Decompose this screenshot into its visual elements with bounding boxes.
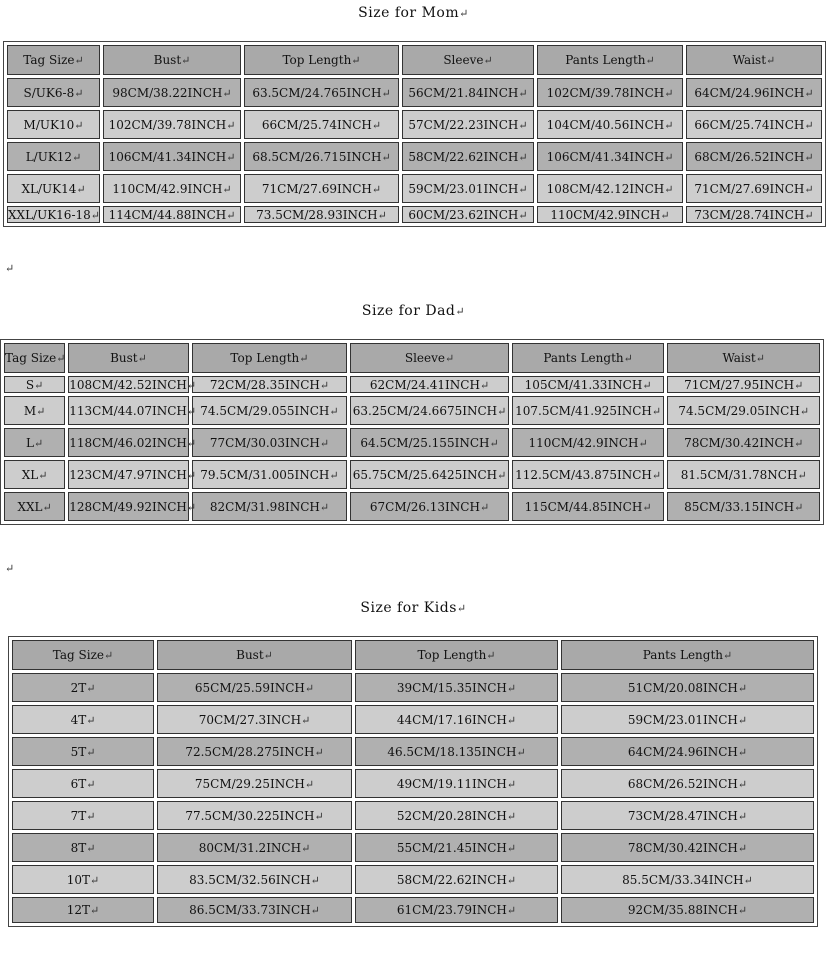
column-header: Tag Size↵ — [12, 640, 154, 670]
dad-title: Size for Dad↵ — [361, 303, 466, 319]
table-row — [4, 428, 820, 457]
measure-cell: 85CM/33.15INCH↵ — [667, 492, 820, 521]
measure-cell: 66CM/25.74INCH↵ — [686, 110, 822, 139]
measure-cell: 72.5CM/28.275INCH↵ — [157, 737, 352, 766]
measure-cell: 106CM/41.34INCH↵ — [103, 142, 241, 171]
measure-cell: 71CM/27.95INCH↵ — [667, 376, 820, 393]
measure-cell: 62CM/24.41INCH↵ — [350, 376, 509, 393]
measure-cell: 115CM/44.85INCH↵ — [512, 492, 665, 521]
measure-cell: 107.5CM/41.925INCH↵ — [512, 396, 665, 425]
measure-cell: 79.5CM/31.005INCH↵ — [192, 460, 348, 489]
column-header: Top Length↵ — [355, 640, 558, 670]
measure-cell: 63.25CM/24.6675INCH↵ — [350, 396, 509, 425]
measure-cell: 102CM/39.78INCH↵ — [537, 78, 683, 107]
measure-cell: 74.5CM/29.055INCH↵ — [192, 396, 348, 425]
measure-cell: 77CM/30.03INCH↵ — [192, 428, 348, 457]
measure-cell: 72CM/28.35INCH↵ — [192, 376, 348, 393]
paragraph-mark: ↵ — [5, 562, 15, 575]
measure-cell: 92CM/35.88INCH↵ — [561, 897, 814, 923]
measure-cell: 102CM/39.78INCH↵ — [103, 110, 241, 139]
column-header: Tag Size↵ — [7, 45, 100, 75]
measure-cell: 67CM/26.13INCH↵ — [350, 492, 509, 521]
measure-cell: 49CM/19.11INCH↵ — [355, 769, 558, 798]
measure-cell: 128CM/49.92INCH↵ — [68, 492, 188, 521]
measure-cell: 73CM/28.74INCH↵ — [686, 206, 822, 223]
measure-cell: 68.5CM/26.715INCH↵ — [244, 142, 399, 171]
measure-cell: 110CM/42.9INCH↵ — [512, 428, 665, 457]
measure-cell: 108CM/42.52INCH↵ — [69, 377, 197, 392]
measure-cell: 106CM/41.34INCH↵ — [537, 142, 683, 171]
measure-cell: 78CM/30.42INCH↵ — [561, 833, 814, 862]
tag-size-cell: 5T↵ — [12, 737, 154, 766]
table-row — [4, 396, 820, 425]
measure-cell: 65CM/25.59INCH↵ — [157, 673, 352, 702]
table-row — [12, 833, 814, 862]
column-header: Pants Length↵ — [561, 640, 814, 670]
table-row — [7, 78, 822, 107]
measure-cell: 46.5CM/18.135INCH↵ — [355, 737, 558, 766]
column-header: Bust↵ — [157, 640, 352, 670]
column-header: Top Length↵ — [244, 45, 399, 75]
measure-cell: 65.75CM/25.6425INCH↵ — [350, 460, 509, 489]
measure-cell: 85.5CM/33.34INCH↵ — [561, 865, 814, 894]
column-header: Tag Size↵ — [4, 343, 65, 373]
measure-cell: 83.5CM/32.56INCH↵ — [157, 865, 352, 894]
tag-size-cell: 4T↵ — [12, 705, 154, 734]
tag-size-cell: 8T↵ — [12, 833, 154, 862]
measure-cell: 113CM/44.07INCH↵ — [68, 396, 188, 425]
measure-cell: 73CM/28.47INCH↵ — [561, 801, 814, 830]
measure-cell: 86.5CM/33.73INCH↵ — [157, 897, 352, 923]
kids-title: Size for Kids↵ — [360, 600, 467, 616]
measure-cell: 61CM/23.79INCH↵ — [355, 897, 558, 923]
tag-size-cell: S/UK6-8↵ — [7, 78, 100, 107]
mom-size-table — [3, 41, 826, 227]
measure-cell: 108CM/42.12INCH↵ — [537, 174, 683, 203]
measure-cell: 68CM/26.52INCH↵ — [561, 769, 814, 798]
measure-cell: 77.5CM/30.225INCH↵ — [157, 801, 352, 830]
table-row — [4, 376, 820, 393]
measure-cell: 64CM/24.96INCH↵ — [686, 78, 822, 107]
tag-size-cell: L↵ — [4, 428, 65, 457]
tag-size-cell: L/UK12↵ — [7, 142, 100, 171]
measure-cell: 118CM/46.02INCH↵ — [68, 428, 188, 457]
measure-cell: 81.5CM/31.78NCH↵ — [667, 460, 820, 489]
measure-cell: 68CM/26.52INCH↵ — [686, 142, 822, 171]
measure-cell: 63.5CM/24.765INCH↵ — [244, 78, 399, 107]
tag-size-cell: XXL↵ — [4, 492, 65, 521]
measure-cell: 59CM/23.01INCH↵ — [402, 174, 534, 203]
measure-cell: 82CM/31.98INCH↵ — [192, 492, 348, 521]
measure-cell: 64CM/24.96INCH↵ — [561, 737, 814, 766]
tag-size-cell: S↵ — [4, 376, 65, 393]
column-header: Pants Length↵ — [537, 45, 683, 75]
measure-cell: 98CM/38.22INCH↵ — [103, 78, 241, 107]
header-row — [7, 45, 822, 75]
measure-cell: 59CM/23.01INCH↵ — [561, 705, 814, 734]
measure-cell: 51CM/20.08INCH↵ — [561, 673, 814, 702]
measure-cell: 80CM/31.2INCH↵ — [157, 833, 352, 862]
column-header: Waist↵ — [667, 343, 820, 373]
mom-title: Size for Mom↵ — [358, 5, 469, 21]
measure-cell: 39CM/15.35INCH↵ — [355, 673, 558, 702]
table-row — [12, 673, 814, 702]
measure-cell: 58CM/22.62INCH↵ — [402, 142, 534, 171]
table-row — [7, 206, 822, 223]
table-row — [12, 769, 814, 798]
table-row — [12, 737, 814, 766]
measure-cell: 104CM/40.56INCH↵ — [537, 110, 683, 139]
kids-size-table — [8, 636, 818, 927]
measure-cell: 60CM/23.62INCH↵ — [402, 206, 534, 223]
header-row — [4, 343, 820, 373]
column-header: Bust↵ — [68, 343, 188, 373]
column-header: Sleeve↵ — [350, 343, 509, 373]
tag-size-cell: 12T↵ — [12, 897, 154, 923]
measure-cell: 105CM/41.33INCH↵ — [512, 376, 665, 393]
measure-cell: 110CM/42.9INCH↵ — [537, 206, 683, 223]
measure-cell: 71CM/27.69INCH↵ — [686, 174, 822, 203]
measure-cell: 64.5CM/25.155INCH↵ — [350, 428, 509, 457]
tag-size-cell: 7T↵ — [12, 801, 154, 830]
measure-cell: 123CM/47.97INCH↵ — [68, 460, 188, 489]
table-row — [12, 897, 814, 923]
table-row — [7, 110, 822, 139]
tag-size-cell: XXL/UK16-18↵ — [8, 207, 100, 222]
column-header: Bust↵ — [103, 45, 241, 75]
table-row — [12, 865, 814, 894]
dad-size-table — [0, 339, 824, 525]
table-row — [12, 705, 814, 734]
measure-cell: 74.5CM/29.05INCH↵ — [667, 396, 820, 425]
paragraph-mark: ↵ — [5, 262, 15, 275]
measure-cell: 56CM/21.84INCH↵ — [402, 78, 534, 107]
tag-size-cell: M/UK10↵ — [7, 110, 100, 139]
measure-cell: 66CM/25.74INCH↵ — [244, 110, 399, 139]
table-row — [12, 801, 814, 830]
tag-size-cell: M↵ — [4, 396, 65, 425]
measure-cell: 73.5CM/28.93INCH↵ — [244, 206, 399, 223]
tag-size-cell: 10T↵ — [12, 865, 154, 894]
measure-cell: 110CM/42.9INCH↵ — [103, 174, 241, 203]
table-row — [4, 492, 820, 521]
measure-cell: 58CM/22.62INCH↵ — [355, 865, 558, 894]
tag-size-cell: XL↵ — [4, 460, 65, 489]
measure-cell: 57CM/22.23INCH↵ — [402, 110, 534, 139]
measure-cell: 44CM/17.16INCH↵ — [355, 705, 558, 734]
tag-size-cell: 6T↵ — [12, 769, 154, 798]
header-row — [12, 640, 814, 670]
column-header: Top Length↵ — [192, 343, 348, 373]
column-header: Pants Length↵ — [512, 343, 665, 373]
tag-size-cell: 2T↵ — [12, 673, 154, 702]
column-header: Waist↵ — [686, 45, 822, 75]
measure-cell: 114CM/44.88INCH↵ — [103, 206, 241, 223]
table-row — [4, 460, 820, 489]
measure-cell: 71CM/27.69INCH↵ — [244, 174, 399, 203]
column-header: Sleeve↵ — [402, 45, 534, 75]
measure-cell: 112.5CM/43.875INCH↵ — [512, 460, 665, 489]
measure-cell: 55CM/21.45INCH↵ — [355, 833, 558, 862]
table-row — [7, 174, 822, 203]
measure-cell: 52CM/20.28INCH↵ — [355, 801, 558, 830]
tag-size-cell: XL/UK14↵ — [7, 174, 100, 203]
measure-cell: 78CM/30.42INCH↵ — [667, 428, 820, 457]
measure-cell: 70CM/27.3INCH↵ — [157, 705, 352, 734]
table-row — [7, 142, 822, 171]
measure-cell: 75CM/29.25INCH↵ — [157, 769, 352, 798]
